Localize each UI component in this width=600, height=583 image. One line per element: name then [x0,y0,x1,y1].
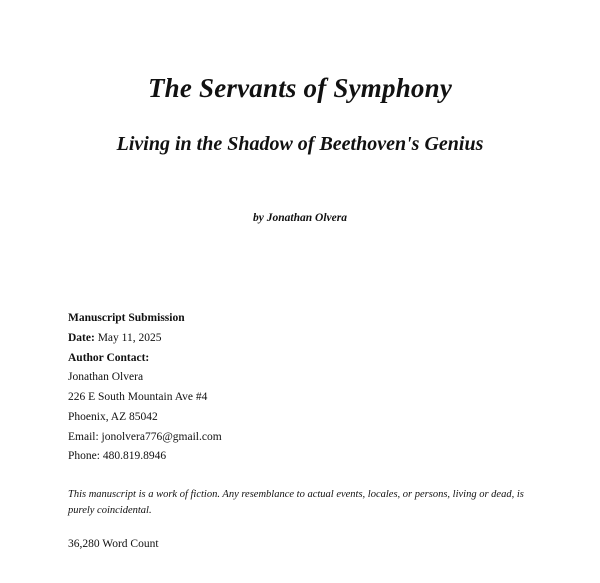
submission-date-value: May 11, 2025 [97,331,162,344]
submission-date-label: Date: [68,331,95,344]
contact-street: 226 E South Mountain Ave #4 [68,391,208,404]
author-byline: by Jonathan Olvera [253,212,347,225]
fiction-disclaimer: This manuscript is a work of fiction. Any resemblance to actual events, locales, or persons, living or dead, is purely coincidental. [68,489,524,517]
contact-city: Phoenix, AZ 85042 [68,410,158,423]
page-subtitle: Living in the Shadow of Beethoven's Genius [116,133,484,156]
contact-name: Jonathan Olvera [68,371,144,384]
submission-date-row [68,329,222,349]
submission-block [68,309,222,467]
word-count: 36,280 Word Count [68,538,159,550]
submission-heading: Manuscript Submission [68,312,185,324]
author-contact-label: Author Contact: [68,351,150,364]
contact-email: Email: jonolvera776@gmail.com [68,430,222,443]
title-block [0,0,600,224]
contact-phone: Phone: 480.819.8946 [68,450,167,463]
page-title: The Servants of Symphony [147,73,453,103]
